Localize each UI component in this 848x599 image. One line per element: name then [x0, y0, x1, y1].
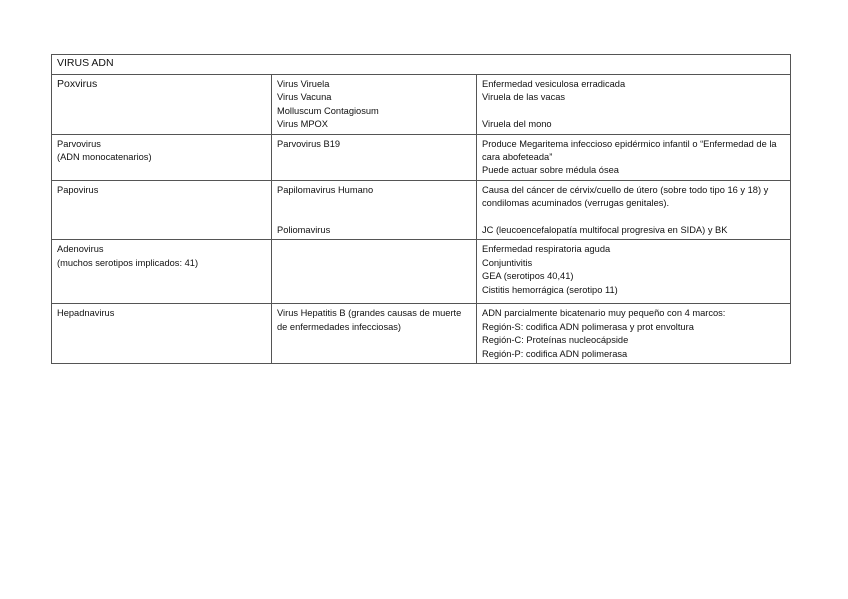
family-name: Papovirus [57, 184, 99, 195]
note-line: Viruela de las vacas [482, 92, 566, 103]
virus-name: Molluscum Contagiosum [277, 105, 379, 116]
virus-adn-table [51, 54, 791, 364]
virus-name: Papilomavirus Humano [277, 184, 374, 195]
viruses-cell [272, 75, 477, 135]
table-row [52, 75, 791, 135]
family-subtitle: (ADN monocatenarios) [57, 152, 152, 163]
virus-name: Virus Hepatitis B (grandes causas de muerte de enfermedades infecciosas) [277, 308, 462, 332]
family-subtitle: (muchos serotipos implicados: 41) [57, 257, 199, 268]
note-line: Enfermedad vesiculosa erradicada [482, 79, 626, 89]
note-line: Región-C: Proteínas nucleocápside [482, 335, 629, 346]
viruses-cell [272, 240, 477, 304]
note-line: Produce Megaritema infeccioso epidérmico infantil o “Enfermedad de la cara abofeteada” [482, 138, 777, 163]
table-row [52, 240, 791, 304]
family-name: Parvovirus [57, 138, 101, 149]
note-line: Causa del cáncer de cérvix/cuello de útero (sobre todo tipo 16 y 18) y condilomas acuminados (verrugas genitales). [482, 184, 769, 209]
note-line: ADN parcialmente bicatenario muy pequeño con 4 marcos: [482, 308, 726, 319]
family-name: Hepadnavirus [57, 308, 115, 319]
note-line: Viruela del mono [482, 119, 552, 130]
table-row [52, 180, 791, 240]
viruses-cell [272, 134, 477, 180]
virus-name: Parvovirus B19 [277, 138, 341, 149]
family-cell [52, 75, 272, 135]
virus-blank [277, 197, 471, 210]
note-line: Cistitis hemorrágica (serotipo 11) [482, 284, 618, 295]
virus-name: Poliomavirus [277, 225, 331, 236]
virus-name: Virus Vacuna [277, 92, 332, 103]
family-name: Adenovirus [57, 244, 104, 255]
notes-cell [477, 180, 791, 240]
virus-name: Virus Viruela [277, 79, 330, 89]
viruses-cell [272, 304, 477, 364]
virus-name: Virus MPOX [277, 119, 328, 130]
notes-cell [477, 304, 791, 364]
note-line: JC (leucoencefalopatía multifocal progresiva en SIDA) y BK [482, 225, 728, 236]
note-line: Puede actuar sobre médula ósea [482, 165, 619, 176]
note-line: GEA (serotipos 40,41) [482, 271, 574, 282]
note-line: Conjuntivitis [482, 257, 533, 268]
table-row [52, 134, 791, 180]
notes-cell [477, 75, 791, 135]
table-title-row [52, 55, 791, 75]
notes-cell [477, 134, 791, 180]
note-blank [482, 105, 785, 118]
family-name: Poxvirus [57, 78, 98, 90]
table-title: VIRUS ADN [52, 55, 791, 75]
note-line: Región-S: codifica ADN polimerasa y prot envoltura [482, 321, 694, 332]
note-blank [482, 211, 785, 224]
note-line: Región-P: codifica ADN polimerasa [482, 348, 628, 359]
viruses-cell [272, 180, 477, 240]
note-line: Enfermedad respiratoria aguda [482, 244, 611, 255]
family-cell [52, 240, 272, 304]
family-cell [52, 134, 272, 180]
family-cell [52, 180, 272, 240]
virus-blank [277, 211, 471, 224]
family-cell [52, 304, 272, 364]
table-row [52, 304, 791, 364]
notes-cell [477, 240, 791, 304]
